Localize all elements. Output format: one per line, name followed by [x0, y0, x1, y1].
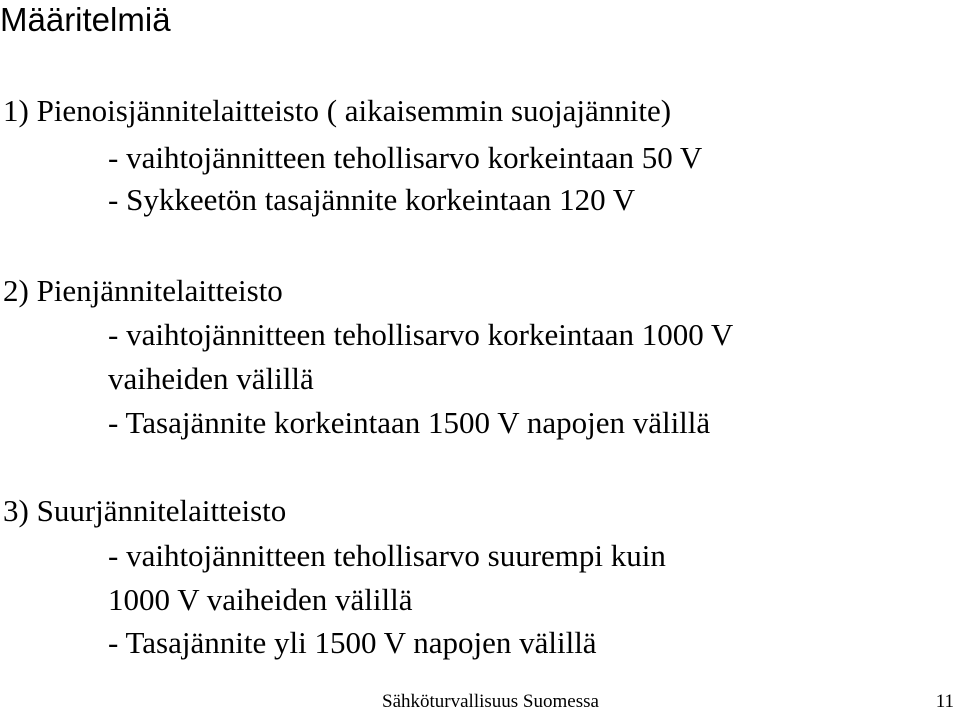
- definition-line: - Tasajännite yli 1500 V napojen välillä: [108, 625, 597, 660]
- definition-line: vaiheiden välillä: [108, 361, 314, 396]
- section-heading: 3) Suurjännitelaitteisto: [3, 493, 287, 528]
- page-number: 11: [935, 691, 954, 712]
- footer-text: Sähköturvallisuus Suomessa: [382, 691, 599, 712]
- slide-title: Määritelmiä: [0, 1, 171, 38]
- definition-line: - Sykkeetön tasajännite korkeintaan 120 V: [108, 182, 636, 217]
- section-heading: 1) Pienoisjännitelaitteisto ( aikaisemmin suojajännite): [3, 93, 672, 128]
- definition-line: - vaihtojännitteen tehollisarvo korkeintaan 50 V: [108, 140, 703, 175]
- definition-line: 1000 V vaiheiden välillä: [108, 582, 413, 617]
- definition-line: - vaihtojännitteen tehollisarvo suurempi kuin: [108, 538, 666, 573]
- definition-line: - vaihtojännitteen tehollisarvo korkeintaan 1000 V: [108, 317, 734, 352]
- section-heading: 2) Pienjännitelaitteisto: [3, 273, 283, 308]
- definition-line: - Tasajännite korkeintaan 1500 V napojen välillä: [108, 405, 711, 440]
